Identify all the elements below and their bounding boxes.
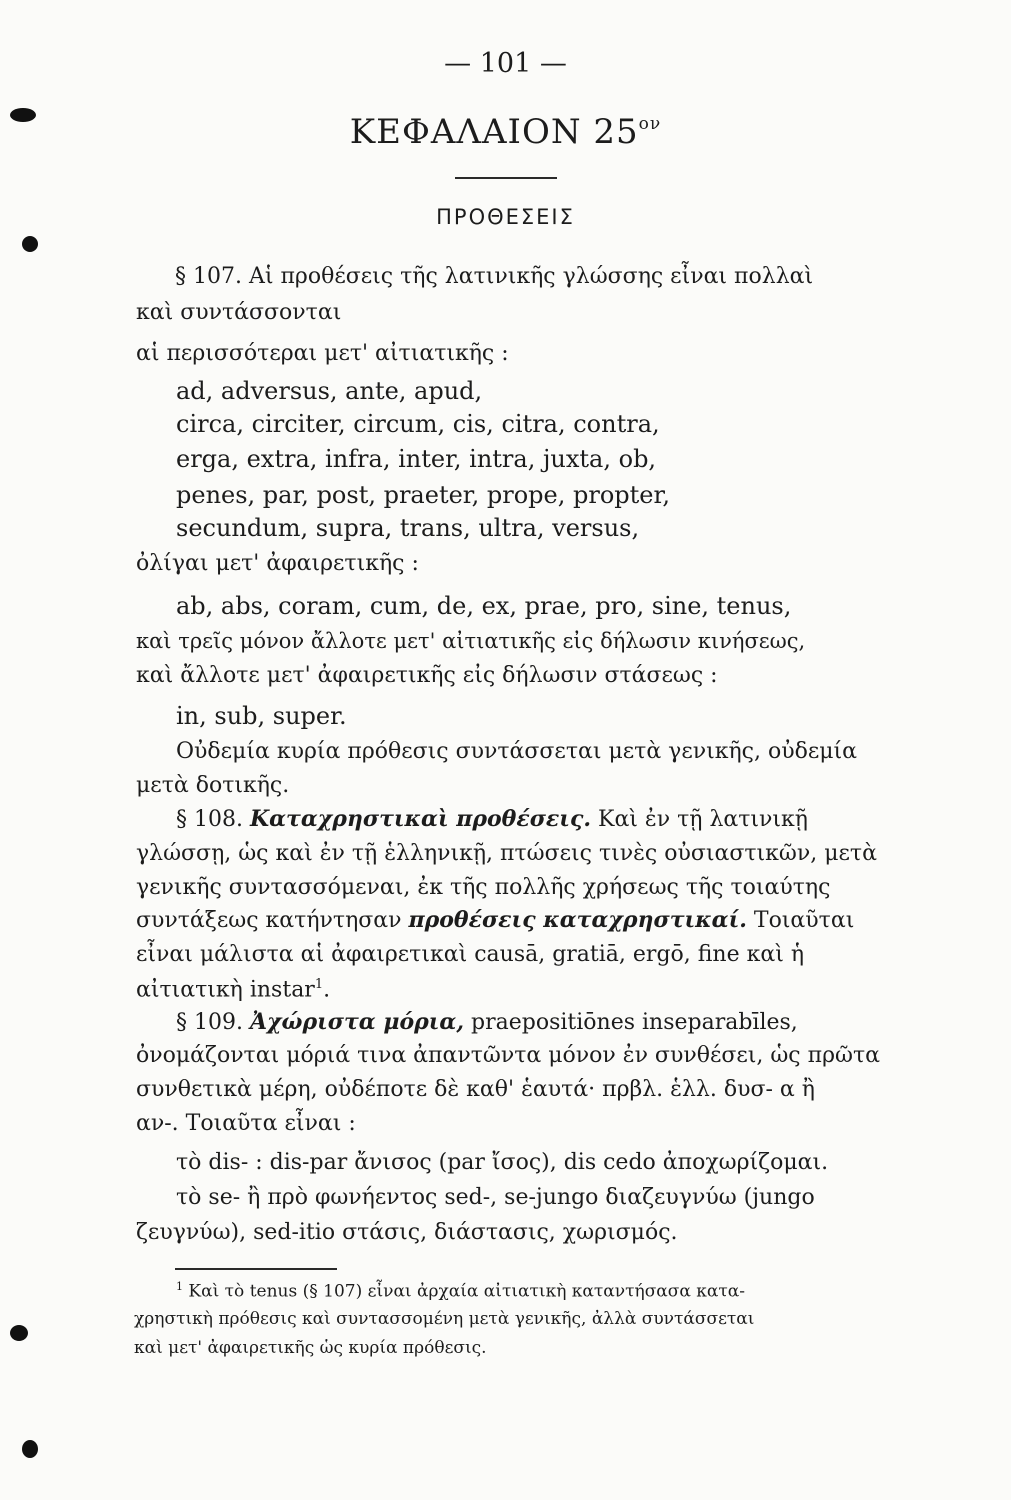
text-line: καὶ ἄλλοτε μετ' ἀφαιρετικῆς εἰς δήλωσιν στάσεως : bbox=[136, 663, 718, 688]
line-text: . bbox=[323, 977, 331, 1003]
text-line: § 107. Αἱ προθέσεις τῆς λατινικῆς γλώσσης εἶναι πολλαὶ bbox=[175, 264, 814, 289]
paragraph-108-line: εἶναι μάλιστα αἱ ἀφαιρετικαὶ causā, gratiā, ergō, fine καὶ ἡ bbox=[136, 942, 805, 967]
text-line: ὀλίγαι μετ' ἀφαιρετικῆς : bbox=[136, 551, 419, 576]
margin-blot bbox=[10, 1325, 28, 1341]
footnote-marker: 1 bbox=[176, 1280, 183, 1293]
paragraph-108-line: γλώσσῃ, ὡς καὶ ἐν τῇ ἑλληνικῇ, πτώσεις τινὲς οὐσιαστικῶν, μετὰ bbox=[136, 841, 877, 866]
chapter-title bbox=[0, 112, 1011, 152]
text-line: circa, circiter, circum, cis, citra, contra, bbox=[176, 410, 660, 438]
margin-blot bbox=[22, 236, 38, 252]
chapter-ordinal: ον bbox=[638, 114, 662, 134]
line-text: praepositiōnes inseparabīles, bbox=[471, 1010, 798, 1035]
text-line: αἱ περισσότεραι μετ' αἰτιατικῆς : bbox=[136, 341, 509, 366]
text-line: secundum, supra, trans, ultra, versus, bbox=[176, 514, 640, 542]
paragraph-109-line: τὸ se- ἢ πρὸ φωνήεντος sed-, se-jungo διαζευγνύω (jungo bbox=[176, 1185, 815, 1210]
paragraph-109-line: συνθετικὰ μέρη, οὐδέποτε δὲ καθ' ἑαυτά· πρβλ. ἑλλ. δυσ- α ἢ bbox=[136, 1077, 815, 1102]
paragraph-109-line: αν-. Τοιαῦτα εἶναι : bbox=[136, 1111, 356, 1136]
section-heading: ΠΡΟΘΕΣΕΙΣ bbox=[436, 205, 575, 229]
paragraph-108-line bbox=[136, 977, 330, 1002]
paragraph-108-line bbox=[176, 806, 808, 832]
paragraph-108-line: γενικῆς συντασσόμεναι, ἐκ τῆς πολλῆς χρήσεως τῆς τοιαύτης bbox=[136, 875, 831, 900]
paragraph-109-line: ζευγνύω), sed-itio στάσις, διάστασις, χωρισμός. bbox=[136, 1220, 678, 1245]
section-number: § 108. bbox=[176, 807, 243, 832]
paragraph-108-line bbox=[136, 907, 854, 933]
footnote-line: καὶ μετ' ἀφαιρετικῆς ὡς κυρία πρόθεσις. bbox=[134, 1338, 487, 1358]
line-text: αἰτιατικὴ instar bbox=[136, 977, 315, 1003]
line-text: Τοιαῦται bbox=[753, 908, 855, 933]
line-text: Καὶ ἐν τῇ λατινικῇ bbox=[598, 807, 808, 832]
text-line: Οὐδεμία κυρία πρόθεσις συντάσσεται μετὰ γενικῆς, οὐδεμία bbox=[176, 739, 858, 764]
defined-term: προθέσεις καταχρηστικαί. bbox=[408, 907, 747, 933]
footnote-ref: 1 bbox=[314, 977, 324, 992]
line-text: Καὶ τὸ tenus (§ 107) εἶναι ἀρχαία αἰτιατικὴ καταντήσασα κατα- bbox=[188, 1281, 745, 1302]
paragraph-109-line: ὀνομάζονται μόριά τινα ἀπαντῶντα μόνον ἐν συνθέσει, ὡς πρῶτα bbox=[136, 1043, 880, 1068]
defined-term: Καταχρηστικαὶ προθέσεις. bbox=[249, 806, 592, 832]
line-text: συντάξεως κατήντησαν bbox=[136, 908, 402, 933]
text-line: μετὰ δοτικῆς. bbox=[136, 773, 290, 798]
paragraph-109-line bbox=[176, 1009, 798, 1035]
footnote-divider bbox=[175, 1268, 337, 1270]
text-line: ad, adversus, ante, apud, bbox=[176, 377, 483, 405]
text-line: in, sub, super. bbox=[176, 702, 347, 730]
paragraph-109-line: τὸ dis- : dis-par ἄνισος (par ἴσος), dis cedo ἀποχωρίζομαι. bbox=[176, 1150, 829, 1175]
text-line: penes, par, post, praeter, prope, propter, bbox=[176, 481, 670, 509]
margin-blot bbox=[22, 1440, 38, 1458]
chapter-title-text: ΚΕΦΑΛΑΙΟΝ 25 bbox=[349, 112, 639, 152]
text-line: ab, abs, coram, cum, de, ex, prae, pro, sine, tenus, bbox=[176, 592, 792, 620]
title-divider bbox=[455, 177, 557, 179]
text-line: καὶ συντάσσονται bbox=[136, 300, 342, 325]
footnote-line bbox=[176, 1280, 745, 1302]
text-line: καὶ τρεῖς μόνον ἄλλοτε μετ' αἰτιατικῆς εἰς δήλωσιν κινήσεως, bbox=[136, 629, 806, 653]
footnote-line: χρηστικὴ πρόθεσις καὶ συντασσομένη μετὰ γενικῆς, ἀλλὰ συντάσσεται bbox=[134, 1309, 755, 1329]
section-number: § 109. bbox=[176, 1010, 243, 1035]
defined-term: Ἀχώριστα μόρια, bbox=[249, 1009, 465, 1035]
page-number: — 101 — bbox=[444, 48, 567, 79]
text-line: erga, extra, infra, inter, intra, juxta, ob, bbox=[176, 445, 657, 473]
